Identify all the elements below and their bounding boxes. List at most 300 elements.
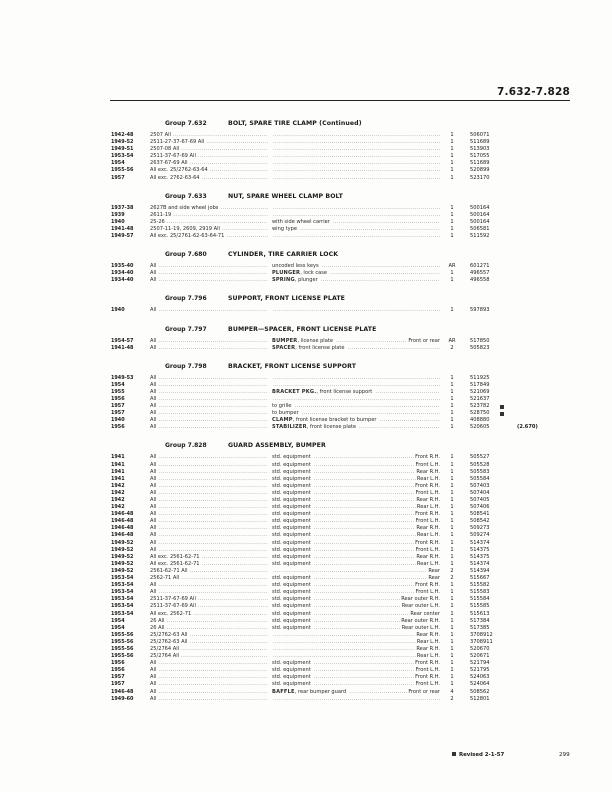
model-applicability: All ..... (150, 525, 268, 532)
quantity: 1 (450, 218, 454, 225)
part-number: 515584 (470, 596, 490, 603)
parts-list (0, 109, 612, 703)
part-row (0, 160, 612, 167)
description-text (272, 139, 273, 145)
part-number: 506071 (470, 132, 490, 138)
part-description (272, 338, 440, 345)
part-number: 508541 (470, 511, 490, 518)
quantity: 1 (450, 596, 454, 603)
part-position: Front L.H. (415, 546, 440, 553)
part-description (272, 175, 440, 182)
model-year: 1949-53 (111, 374, 134, 381)
description-detail: std. equipment (272, 497, 311, 503)
model-year: 1949-60 (111, 695, 134, 702)
model-applicability: All ..... (150, 689, 268, 696)
model-applicability: All ..... (150, 396, 268, 403)
model-year: 1941-48 (111, 225, 134, 232)
header-rule (110, 100, 570, 101)
part-position: Rear R.H. (416, 645, 440, 652)
description-text (272, 462, 312, 468)
model-applicability: All ..... (150, 497, 268, 504)
description-text (272, 175, 273, 181)
part-position: Rear L.H. (416, 638, 440, 645)
description-detail: std. equipment (272, 575, 311, 582)
revision-square-icon (500, 405, 504, 409)
part-description (272, 490, 440, 497)
part-number: 505528 (470, 461, 490, 468)
part-row (0, 375, 612, 382)
cross-reference: (2.670) (517, 424, 538, 431)
description-text (272, 575, 312, 581)
quantity: 1 (450, 233, 454, 240)
part-description (272, 160, 440, 167)
model-year: 1940 (111, 417, 125, 424)
part-number: 601271 (470, 263, 490, 270)
model-year: 1955-56 (111, 167, 134, 174)
quantity: 1 (450, 497, 454, 503)
description-detail: std. equipment (272, 518, 311, 525)
group-number: Group 7.633 (165, 192, 207, 200)
part-row (0, 226, 612, 233)
quantity: 1 (450, 146, 454, 153)
model-applicability: All ..... (150, 660, 268, 667)
part-number: 517850 (470, 337, 490, 344)
part-number: 3708912 (470, 631, 493, 638)
description-detail: with side wheel carrier (272, 218, 330, 225)
quantity: 1 (450, 525, 454, 532)
description-text (272, 146, 273, 152)
model-applicability: All ..... (150, 511, 268, 518)
quantity: 1 (450, 374, 454, 381)
group-number: Group 7.828 (165, 442, 207, 450)
part-number: 509274 (470, 532, 490, 539)
part-number: 517385 (470, 624, 490, 631)
part-row (0, 632, 612, 639)
description-text (272, 681, 312, 687)
part-description (272, 417, 440, 424)
part-number: 520899 (470, 167, 490, 174)
description-text (272, 589, 312, 595)
part-description (272, 504, 440, 511)
model-applicability: 26 All ..... (150, 618, 268, 625)
description-detail: std. equipment (272, 681, 311, 688)
quantity: 1 (450, 132, 454, 138)
description-text (272, 389, 373, 395)
description-detail: , front license plate (295, 344, 345, 351)
model-applicability: All ..... (150, 469, 268, 476)
part-description (272, 689, 440, 696)
part-number: 515613 (470, 610, 490, 617)
part-number: 496557 (470, 270, 490, 277)
model-applicability: All ..... (150, 417, 268, 424)
model-applicability: All ..... (150, 681, 268, 688)
model-year: 1946-48 (111, 518, 134, 525)
part-number: 500164 (470, 218, 490, 225)
part-row (0, 139, 612, 146)
part-row (0, 554, 612, 561)
part-number: 515582 (470, 582, 490, 589)
model-year: 1942 (111, 497, 125, 503)
part-position: Front R.H. (415, 482, 440, 489)
part-description (272, 307, 440, 314)
part-number: 514375 (470, 553, 490, 560)
model-applicability: 2507 All ..... (150, 132, 268, 139)
part-position: Front R.H. (415, 660, 440, 667)
description-text (272, 483, 312, 489)
description-detail: std. equipment (272, 674, 311, 681)
part-name: PLUNGER (272, 270, 301, 277)
quantity: 1 (450, 553, 454, 560)
model-applicability: All ..... (150, 532, 268, 539)
quantity: 1 (450, 532, 454, 539)
part-row (0, 603, 612, 610)
part-number: 508542 (470, 518, 490, 525)
quantity: 1 (450, 417, 454, 424)
part-row (0, 575, 612, 582)
part-description (272, 476, 440, 483)
quantity: 1 (450, 454, 454, 461)
model-applicability: All ..... (150, 483, 268, 490)
model-year: 1953-54 (111, 153, 134, 160)
model-applicability: 25/2762-63 All ..... (150, 632, 268, 639)
part-description (272, 212, 440, 219)
quantity: 1 (450, 638, 454, 645)
model-applicability: 2511-37-67-69 All ..... (150, 603, 268, 610)
part-number: 521794 (470, 660, 490, 667)
group-title: CYLINDER, TIRE CARRIER LOCK (228, 251, 339, 259)
model-applicability: All ..... (150, 504, 268, 511)
part-position: Front R.H. (415, 511, 440, 518)
model-year: 1955-56 (111, 631, 134, 638)
part-description (272, 403, 440, 410)
description-text (272, 511, 312, 517)
model-applicability: All ..... (150, 696, 268, 703)
part-number: 517055 (470, 153, 490, 160)
part-description (272, 270, 440, 277)
part-description (272, 277, 440, 284)
part-description (272, 219, 440, 226)
model-applicability: All ..... (150, 547, 268, 554)
part-position: Front R.H. (415, 674, 440, 681)
description-detail: wing type (272, 225, 298, 232)
part-position: Front or rear (408, 337, 440, 344)
model-applicability: All exc. 25/2761-62-63-64-71 ..... (150, 233, 268, 240)
model-year: 1946-48 (111, 525, 134, 532)
model-year: 1939 (111, 211, 125, 218)
part-position: Rear L.H. (416, 560, 440, 567)
description-text (272, 167, 273, 173)
model-applicability: 25/2764 All ..... (150, 646, 268, 653)
quantity: 1 (450, 617, 454, 624)
part-number: 408880 (470, 417, 490, 424)
part-description (272, 205, 440, 212)
description-detail: , front license support (316, 388, 373, 395)
page-number: 299 (559, 752, 570, 758)
model-year: 1949-51 (111, 146, 134, 153)
part-number: 506581 (470, 225, 490, 232)
part-name: SPACER (272, 344, 296, 351)
group-heading (0, 115, 612, 132)
part-row (0, 696, 612, 703)
quantity: 1 (450, 518, 454, 525)
quantity: 1 (450, 582, 454, 589)
part-number: 524064 (470, 681, 490, 688)
model-applicability: All ..... (150, 389, 268, 396)
part-description (272, 263, 440, 270)
quantity: 1 (450, 204, 454, 211)
part-row (0, 454, 612, 461)
group-number: Group 7.798 (165, 362, 207, 370)
part-description (272, 375, 440, 382)
part-description (272, 167, 440, 174)
model-year: 1940 (111, 218, 125, 225)
part-number: 514375 (470, 546, 490, 553)
part-row (0, 219, 612, 226)
part-row (0, 462, 612, 469)
description-detail: , front license bracket to bumper (292, 417, 377, 424)
description-text (272, 476, 312, 482)
quantity: 1 (450, 461, 454, 468)
model-applicability: All exc. 25/2762-63-64 ..... (150, 167, 268, 174)
quantity: 1 (450, 211, 454, 218)
part-description (272, 132, 440, 139)
description-text (272, 263, 320, 269)
part-description (272, 547, 440, 554)
model-year: 1956 (111, 395, 125, 402)
part-description (272, 603, 440, 610)
description-detail: std. equipment (272, 475, 311, 482)
model-year: 1942 (111, 504, 125, 511)
part-number: 500164 (470, 211, 490, 218)
description-text (272, 160, 273, 166)
part-position: Front L.H. (415, 489, 440, 496)
description-text (272, 410, 300, 416)
part-row (0, 689, 612, 696)
description-text (272, 596, 312, 602)
model-applicability: All ..... (150, 454, 268, 461)
part-description (272, 589, 440, 596)
part-description (272, 681, 440, 688)
model-year: 1953-54 (111, 575, 134, 582)
part-row (0, 396, 612, 403)
model-applicability: All exc. 2561-62-71 ..... (150, 554, 268, 561)
part-row (0, 263, 612, 270)
part-description (272, 226, 440, 233)
model-applicability: All ..... (150, 403, 268, 410)
model-applicability: All ..... (150, 674, 268, 681)
description-text (272, 490, 312, 496)
quantity: 1 (450, 174, 454, 181)
quantity: 1 (450, 225, 454, 232)
model-applicability: 2511-27-37-67-69 All ..... (150, 139, 268, 146)
description-detail: std. equipment (272, 667, 311, 674)
description-detail: std. equipment (272, 539, 311, 546)
group-number: Group 7.680 (165, 251, 207, 259)
part-row (0, 270, 612, 277)
model-year: 1949-52 (111, 560, 134, 567)
part-number: 507406 (470, 504, 490, 511)
part-row (0, 646, 612, 653)
description-text (272, 338, 334, 344)
description-text (272, 625, 312, 631)
description-detail: std. equipment (272, 525, 311, 532)
part-description (272, 424, 440, 431)
part-position: Front L.H. (415, 589, 440, 596)
part-number: 521069 (470, 388, 490, 395)
description-text (272, 568, 273, 574)
group-number: Group 7.797 (165, 325, 207, 333)
part-description (272, 518, 440, 525)
model-applicability: All ..... (150, 540, 268, 547)
description-text (272, 540, 312, 546)
quantity: 1 (450, 153, 454, 160)
part-row (0, 153, 612, 160)
part-number: 513903 (470, 146, 490, 153)
model-applicability: All ..... (150, 338, 268, 345)
part-row (0, 611, 612, 618)
part-position: Rear center (410, 610, 440, 617)
model-applicability: All ..... (150, 307, 268, 314)
description-text (272, 653, 273, 659)
quantity: 1 (450, 681, 454, 688)
model-year: 1953-54 (111, 603, 134, 610)
part-position: Front R.H. (415, 539, 440, 546)
description-detail: std. equipment (272, 546, 311, 553)
part-number: 514374 (470, 560, 490, 567)
part-number: 500164 (470, 204, 490, 211)
quantity: 1 (450, 410, 454, 417)
part-position: Rear R.H. (416, 468, 440, 475)
description-detail: std. equipment (272, 532, 311, 539)
description-text (272, 696, 273, 702)
part-description (272, 511, 440, 518)
quantity: 1 (450, 589, 454, 596)
model-applicability: All ..... (150, 263, 268, 270)
part-number: 521637 (470, 395, 490, 402)
part-number: 512801 (470, 695, 490, 702)
quantity: 1 (450, 511, 454, 518)
model-year: 1956 (111, 667, 125, 674)
part-description (272, 582, 440, 589)
description-detail: std. equipment (272, 560, 311, 567)
part-row (0, 345, 612, 352)
description-detail: std. equipment (272, 596, 311, 603)
model-year: 1941-48 (111, 344, 134, 351)
model-year: 1955-56 (111, 653, 134, 660)
model-year: 1955-56 (111, 645, 134, 652)
part-number: 597893 (470, 307, 490, 314)
description-text (272, 403, 292, 409)
part-description (272, 625, 440, 632)
part-row (0, 639, 612, 646)
part-row (0, 596, 612, 603)
part-description (272, 532, 440, 539)
part-row (0, 681, 612, 688)
description-detail: std. equipment (272, 461, 311, 468)
part-row (0, 338, 612, 345)
description-detail: std. equipment (272, 553, 311, 560)
quantity: 2 (450, 695, 454, 702)
description-text (272, 396, 273, 402)
page-range-header: 7.632-7.828 (497, 86, 570, 98)
model-year: 1949-52 (111, 567, 134, 574)
model-applicability: 2507-11-19, 2609, 2919 All ..... (150, 226, 268, 233)
part-row (0, 667, 612, 674)
model-applicability: All exc. 2762-63-64 ..... (150, 175, 268, 182)
part-row (0, 410, 612, 417)
part-row (0, 497, 612, 504)
revision-note (452, 752, 504, 758)
description-text (272, 611, 312, 617)
part-number: 520605 (470, 424, 490, 431)
group-heading (0, 321, 612, 338)
model-applicability: All ..... (150, 382, 268, 389)
part-description (272, 139, 440, 146)
group-title: GUARD ASSEMBLY, BUMPER (228, 442, 326, 450)
description-detail: , rear bumper guard (294, 688, 347, 695)
part-row (0, 382, 612, 389)
part-description (272, 462, 440, 469)
description-text (272, 417, 378, 423)
model-year: 1955-56 (111, 638, 134, 645)
part-number: 508562 (470, 688, 490, 695)
group-heading (0, 358, 612, 375)
part-description (272, 345, 440, 352)
model-year: 1941 (111, 454, 125, 461)
part-row (0, 504, 612, 511)
part-position: Rear L.H. (416, 504, 440, 511)
model-year: 1954 (111, 160, 125, 167)
description-text (272, 660, 312, 666)
part-number: 505823 (470, 344, 490, 351)
description-text (272, 307, 273, 313)
part-number: 515585 (470, 603, 490, 610)
part-row (0, 132, 612, 139)
model-year: 1957 (111, 174, 125, 181)
model-year: 1957 (111, 674, 125, 681)
part-row (0, 618, 612, 625)
part-name: BUMPER (272, 337, 298, 344)
group-number: Group 7.796 (165, 295, 207, 303)
part-description (272, 554, 440, 561)
description-text (272, 375, 273, 381)
part-row (0, 233, 612, 240)
model-year: 1946-48 (111, 688, 134, 695)
part-row (0, 653, 612, 660)
quantity: 2 (450, 567, 454, 574)
part-number: 514374 (470, 539, 490, 546)
part-name: STABILIZER (272, 424, 307, 431)
model-applicability: 2627B and side wheel jobs ..... (150, 205, 268, 212)
part-row (0, 547, 612, 554)
quantity: 1 (450, 645, 454, 652)
description-text (272, 424, 357, 430)
model-applicability: All ..... (150, 424, 268, 431)
part-description (272, 611, 440, 618)
part-description (272, 653, 440, 660)
part-description (272, 618, 440, 625)
group-heading (0, 188, 612, 205)
quantity: 2 (450, 344, 454, 351)
part-row (0, 417, 612, 424)
part-position: Rear R.H. (416, 553, 440, 560)
part-number: 524063 (470, 674, 490, 681)
quantity: 1 (450, 660, 454, 667)
description-text (272, 132, 273, 138)
part-number: 520671 (470, 653, 490, 660)
description-text (272, 525, 312, 531)
description-detail: , lock case (300, 270, 328, 277)
